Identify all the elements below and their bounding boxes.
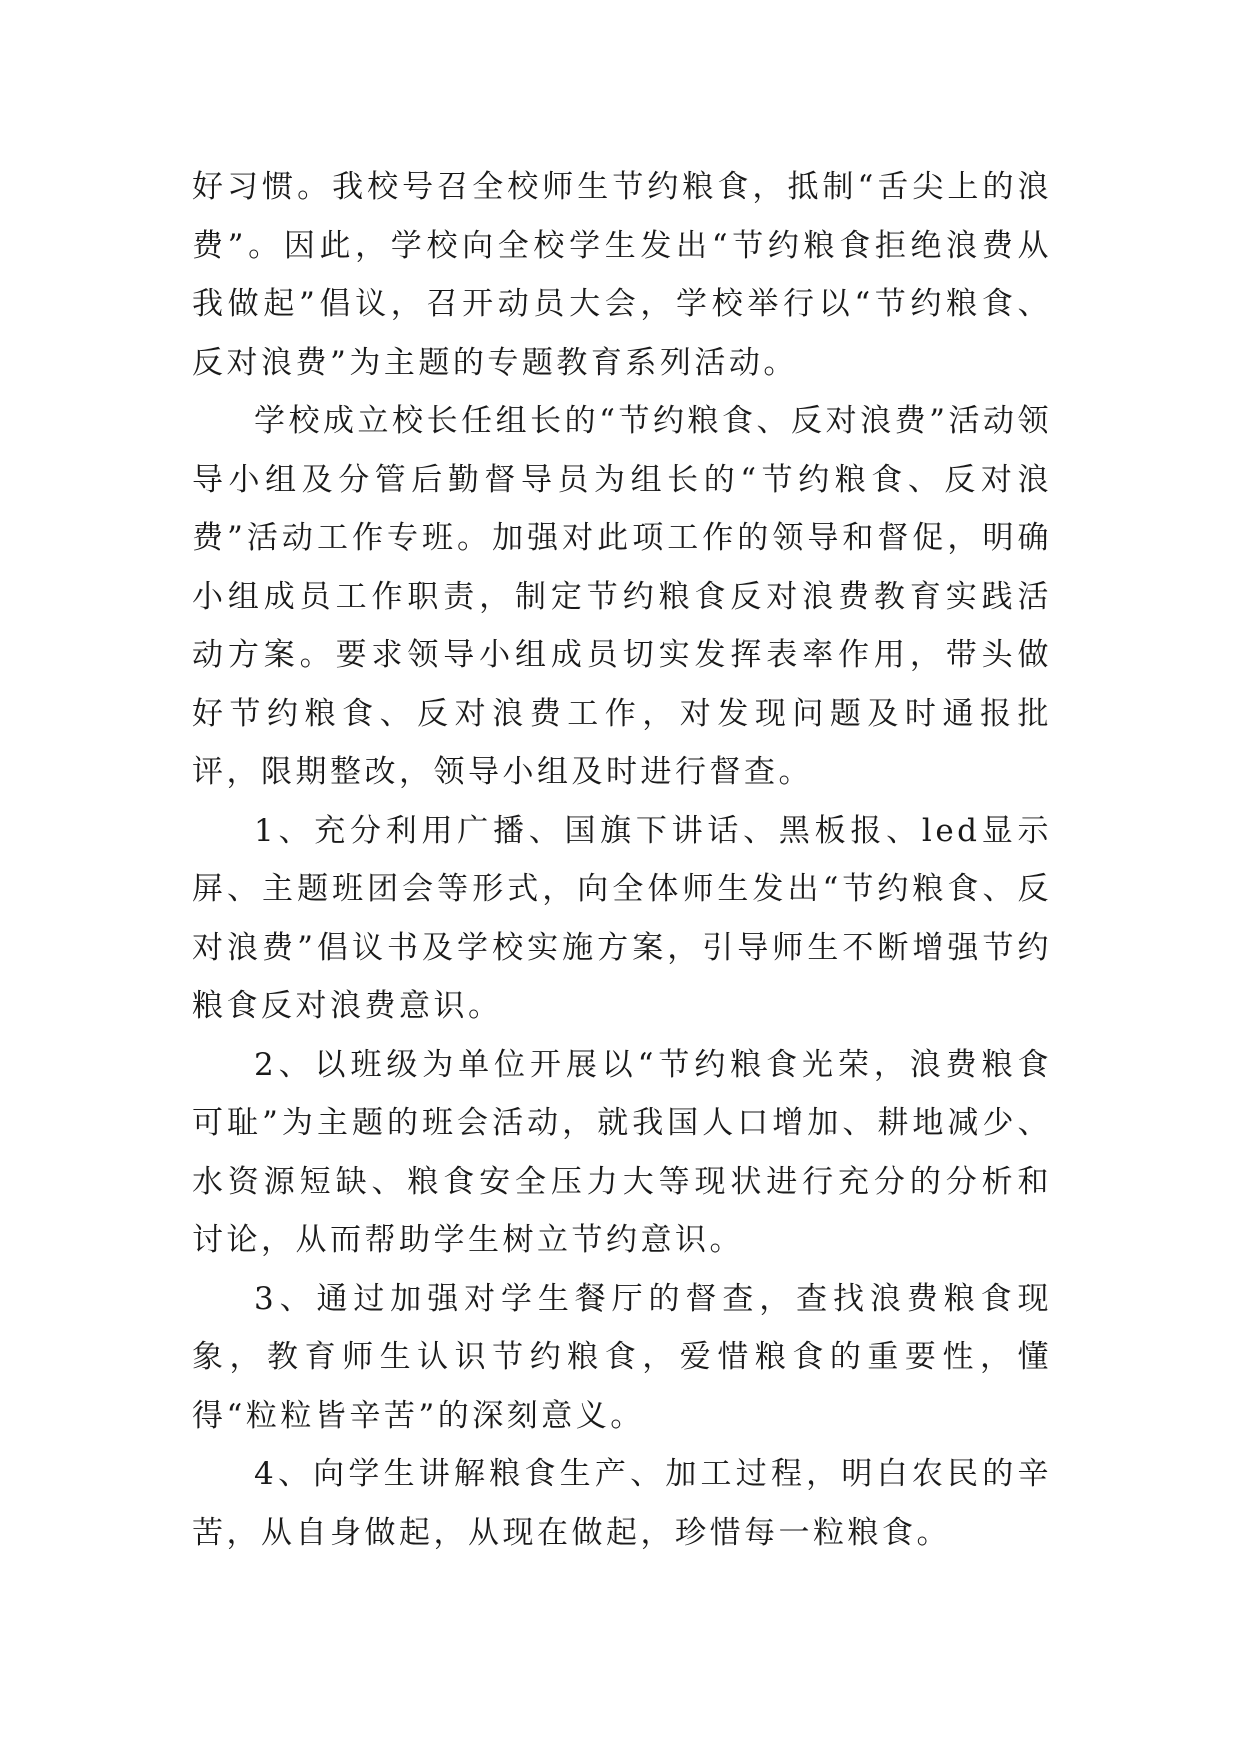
paragraph-item-1: 1、充分利用广播、国旗下讲话、黑板报、led显示屏、主题班团会等形式，向全体师生发出“节约粮食、反对浪费”倡议书及学校实施方案，引导师生不断增强节约粮食反对浪费意识。 [192,812,1052,1024]
document-body [192,158,1052,1562]
paragraph-item-4: 4、向学生讲解粮食生产、加工过程，明白农民的辛苦，从自身做起，从现在做起，珍惜每一粒粮食。 [192,1456,1052,1551]
paragraph-leadership-group: 学校成立校长任组长的“节约粮食、反对浪费”活动领导小组及分管后勤督导员为组长的“节约粮食、反对浪费”活动工作专班。加强对此项工作的领导和督促，明确小组成员工作职责，制定节约粮食反对浪费教育实践活动方案。要求领导小组成员切实发挥表率作用，带头做好节约粮食、反对浪费工作，对发现问题及时通报批评，限期整改，领导小组及时进行督查。 [192,403,1052,790]
paragraph-continuation: 好习惯。我校号召全校师生节约粮食，抵制“舌尖上的浪费”。因此，学校向全校学生发出“节约粮食拒绝浪费从我做起”倡议，召开动员大会，学校举行以“节约粮食、反对浪费”为主题的专题教育系列活动。 [192,169,1052,381]
paragraph-item-2: 2、以班级为单位开展以“节约粮食光荣，浪费粮食可耻”为主题的班会活动，就我国人口增加、耕地减少、水资源短缺、粮食安全压力大等现状进行充分的分析和讨论，从而帮助学生树立节约意识。 [192,1046,1052,1258]
paragraph-item-3: 3、通过加强对学生餐厅的督查，查找浪费粮食现象，教育师生认识节约粮食，爱惜粮食的重要性，懂得“粒粒皆辛苦”的深刻意义。 [192,1280,1052,1434]
